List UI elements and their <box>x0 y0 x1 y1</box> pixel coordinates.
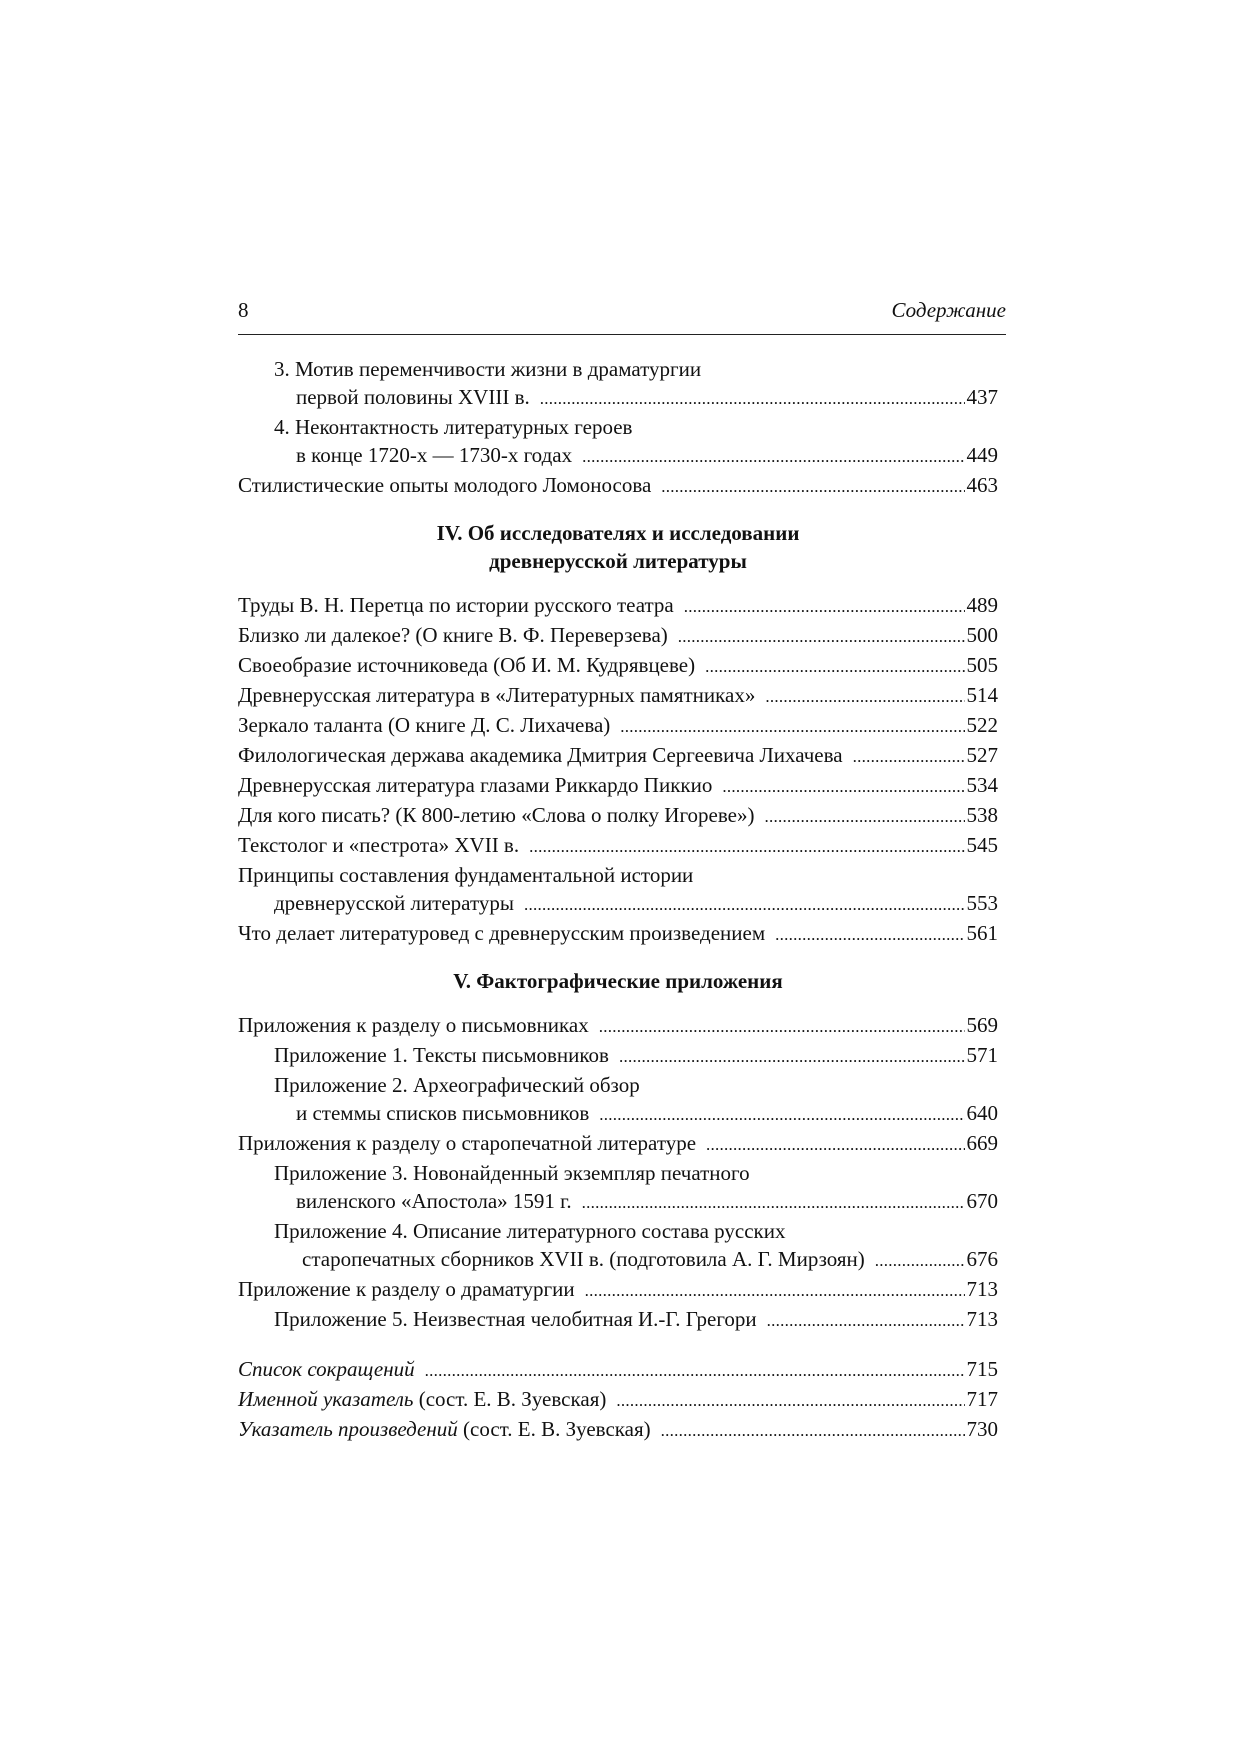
toc-entry-title: Филологическая держава академика Дмитрия Сергеевича Лихачева <box>238 743 843 767</box>
toc-entry[interactable] <box>238 621 998 651</box>
toc-entry[interactable] <box>238 651 998 681</box>
toc-page-number: 715 <box>966 1357 998 1381</box>
toc-entry-title: Что делает литературовед с древнерусским произведением <box>238 921 766 945</box>
toc-page-number: 569 <box>966 1013 998 1037</box>
toc-page-number: 717 <box>966 1387 998 1411</box>
dot-leader <box>599 1099 964 1129</box>
toc-entry[interactable] <box>238 1305 998 1335</box>
toc-entry-name-index[interactable] <box>238 1385 998 1415</box>
book-page <box>238 296 1006 1445</box>
toc-entry[interactable] <box>238 1245 998 1275</box>
dot-leader <box>529 831 964 861</box>
toc-entry[interactable] <box>238 1041 998 1071</box>
toc-page-number: 561 <box>966 921 998 945</box>
toc-page-number: 545 <box>966 833 998 857</box>
toc-entry-title: первой половины XVIII в. <box>296 385 530 409</box>
toc-entry-works-index[interactable] <box>238 1415 998 1445</box>
dot-leader <box>661 1415 965 1445</box>
dot-leader <box>764 801 964 831</box>
toc-entry[interactable] <box>238 801 998 831</box>
dot-leader <box>765 681 964 711</box>
toc-page-number: 669 <box>966 1131 998 1155</box>
toc-page-number: 527 <box>966 743 998 767</box>
toc-entry-title: виленского «Апостола» 1591 г. <box>296 1189 572 1213</box>
name-index-compiler: (сост. Е. В. Зуевская) <box>418 1387 607 1411</box>
toc-entry[interactable] <box>238 1275 998 1305</box>
toc-entry-title: Стилистические опыты молодого Ломоносова <box>238 473 652 497</box>
toc-entry-title: Зеркало таланта (О книге Д. С. Лихачева) <box>238 713 611 737</box>
toc-entry-3[interactable] <box>238 383 998 413</box>
dot-leader <box>875 1245 965 1275</box>
toc-entry[interactable] <box>238 1011 998 1041</box>
table-of-contents <box>238 335 998 1445</box>
toc-entry[interactable] <box>238 741 998 771</box>
toc-entry-title: в конце 1720-х — 1730-х годах <box>296 443 573 467</box>
dot-leader <box>585 1275 965 1305</box>
toc-entry-title: старопечатных сборников XVII в. (подготовила А. Г. Мирзоян) <box>302 1247 865 1271</box>
dot-leader <box>722 771 964 801</box>
toc-entry-title <box>238 1385 606 1413</box>
toc-entry-title: Приложения к разделу о письмовниках <box>238 1013 589 1037</box>
toc-entry-3-line1: 3. Мотив переменчивости жизни в драматургии <box>274 357 702 381</box>
dot-leader <box>582 441 964 471</box>
toc-entry-title <box>238 1415 651 1443</box>
toc-entry[interactable] <box>238 1099 998 1129</box>
section-4-heading-line2: древнерусской литературы <box>489 549 747 573</box>
dot-leader <box>775 919 964 949</box>
toc-entry-app2-line1: Приложение 2. Археографический обзор <box>274 1073 640 1097</box>
toc-page-number: 514 <box>966 683 998 707</box>
toc-page-number: 676 <box>966 1247 998 1271</box>
toc-entry-title: Приложение к разделу о драматургии <box>238 1277 575 1301</box>
toc-entry-title: Приложения к разделу о старопечатной литературе <box>238 1131 697 1155</box>
toc-entry-title: Текстолог и «пестрота» XVII в. <box>238 833 520 857</box>
toc-page-number: 500 <box>966 623 998 647</box>
toc-page-number: 730 <box>966 1417 998 1441</box>
toc-entry-title: Древнерусская литература в «Литературных памятниках» <box>238 683 756 707</box>
section-5-heading: V. Фактографические приложения <box>453 969 783 993</box>
toc-page-number: 571 <box>966 1043 998 1067</box>
section-4-heading <box>238 519 998 575</box>
toc-entry-lomonosov[interactable] <box>238 471 998 501</box>
dot-leader <box>853 741 965 771</box>
dot-leader <box>616 1385 964 1415</box>
dot-leader <box>540 383 965 413</box>
toc-entry-title: Древнерусская литература глазами Риккардо Пиккио <box>238 773 713 797</box>
toc-entry-title: Приложение 1. Тексты письмовников <box>274 1043 609 1067</box>
toc-page-number: 505 <box>966 653 998 677</box>
toc-page-number: 670 <box>966 1189 998 1213</box>
toc-entry[interactable] <box>238 1187 998 1217</box>
works-index-title: Указатель произведений <box>238 1417 458 1441</box>
toc-entry-title: Своеобразие источниковеда (Об И. М. Кудрявцеве) <box>238 653 696 677</box>
toc-page-number: 437 <box>966 385 998 409</box>
page-number: 8 <box>238 298 249 322</box>
toc-entry[interactable] <box>238 1129 998 1159</box>
toc-page-number: 534 <box>966 773 998 797</box>
toc-entry-app4-line1: Приложение 4. Описание литературного состава русских <box>274 1219 786 1243</box>
dot-leader <box>619 1041 965 1071</box>
toc-entry[interactable] <box>238 831 998 861</box>
toc-entry[interactable] <box>238 591 998 621</box>
toc-entry-app3-line1: Приложение 3. Новонайденный экземпляр печатного <box>274 1161 750 1185</box>
toc-page-number: 489 <box>966 593 998 617</box>
toc-entry-title: Приложение 5. Неизвестная челобитная И.-Г. Грегори <box>274 1307 757 1331</box>
toc-entry-4[interactable] <box>238 441 998 471</box>
dot-leader <box>684 591 965 621</box>
toc-entry-title: Труды В. Н. Перетца по истории русского театра <box>238 593 674 617</box>
dot-leader <box>706 1129 964 1159</box>
toc-entry[interactable] <box>238 681 998 711</box>
toc-page-number: 538 <box>966 803 998 827</box>
dot-leader <box>767 1305 965 1335</box>
name-index-title: Именной указатель <box>238 1387 414 1411</box>
toc-page-number: 713 <box>966 1277 998 1301</box>
dot-leader <box>582 1187 965 1217</box>
page-header <box>238 296 1006 335</box>
toc-entry-principles[interactable] <box>238 889 998 919</box>
toc-entry-title: и стеммы списков письмовников <box>296 1101 590 1125</box>
toc-page-number: 522 <box>966 713 998 737</box>
toc-entry-title: Для кого писать? (К 800-летию «Слова о полку Игореве») <box>238 803 755 827</box>
spacer <box>238 1335 998 1355</box>
toc-entry-title: древнерусской литературы <box>274 891 514 915</box>
toc-page-number: 713 <box>966 1307 998 1331</box>
works-index-compiler: (сост. Е. В. Зуевская) <box>463 1417 651 1441</box>
toc-entry-title: Близко ли далекое? (О книге В. Ф. Переверзева) <box>238 623 668 647</box>
dot-leader <box>705 651 964 681</box>
toc-page-number: 449 <box>966 443 998 467</box>
dot-leader <box>425 1355 965 1385</box>
dot-leader <box>620 711 964 741</box>
toc-entry-principles-line1: Принципы составления фундаментальной истории <box>238 863 694 887</box>
toc-entry-abbreviations[interactable] <box>238 1355 998 1385</box>
running-title: Содержание <box>891 298 1006 322</box>
toc-entry[interactable] <box>238 771 998 801</box>
toc-entry[interactable] <box>238 919 998 949</box>
toc-entry[interactable] <box>238 711 998 741</box>
section-4-heading-line1: IV. Об исследователях и исследовании <box>436 521 800 545</box>
toc-page-number: 640 <box>966 1101 998 1125</box>
dot-leader <box>524 889 965 919</box>
toc-page-number: 463 <box>966 473 998 497</box>
toc-entry-title: Список сокращений <box>238 1357 415 1381</box>
toc-entry-4-line1: 4. Неконтактность литературных героев <box>274 415 633 439</box>
dot-leader <box>678 621 965 651</box>
dot-leader <box>661 471 964 501</box>
toc-page-number: 553 <box>966 891 998 915</box>
dot-leader <box>599 1011 965 1041</box>
